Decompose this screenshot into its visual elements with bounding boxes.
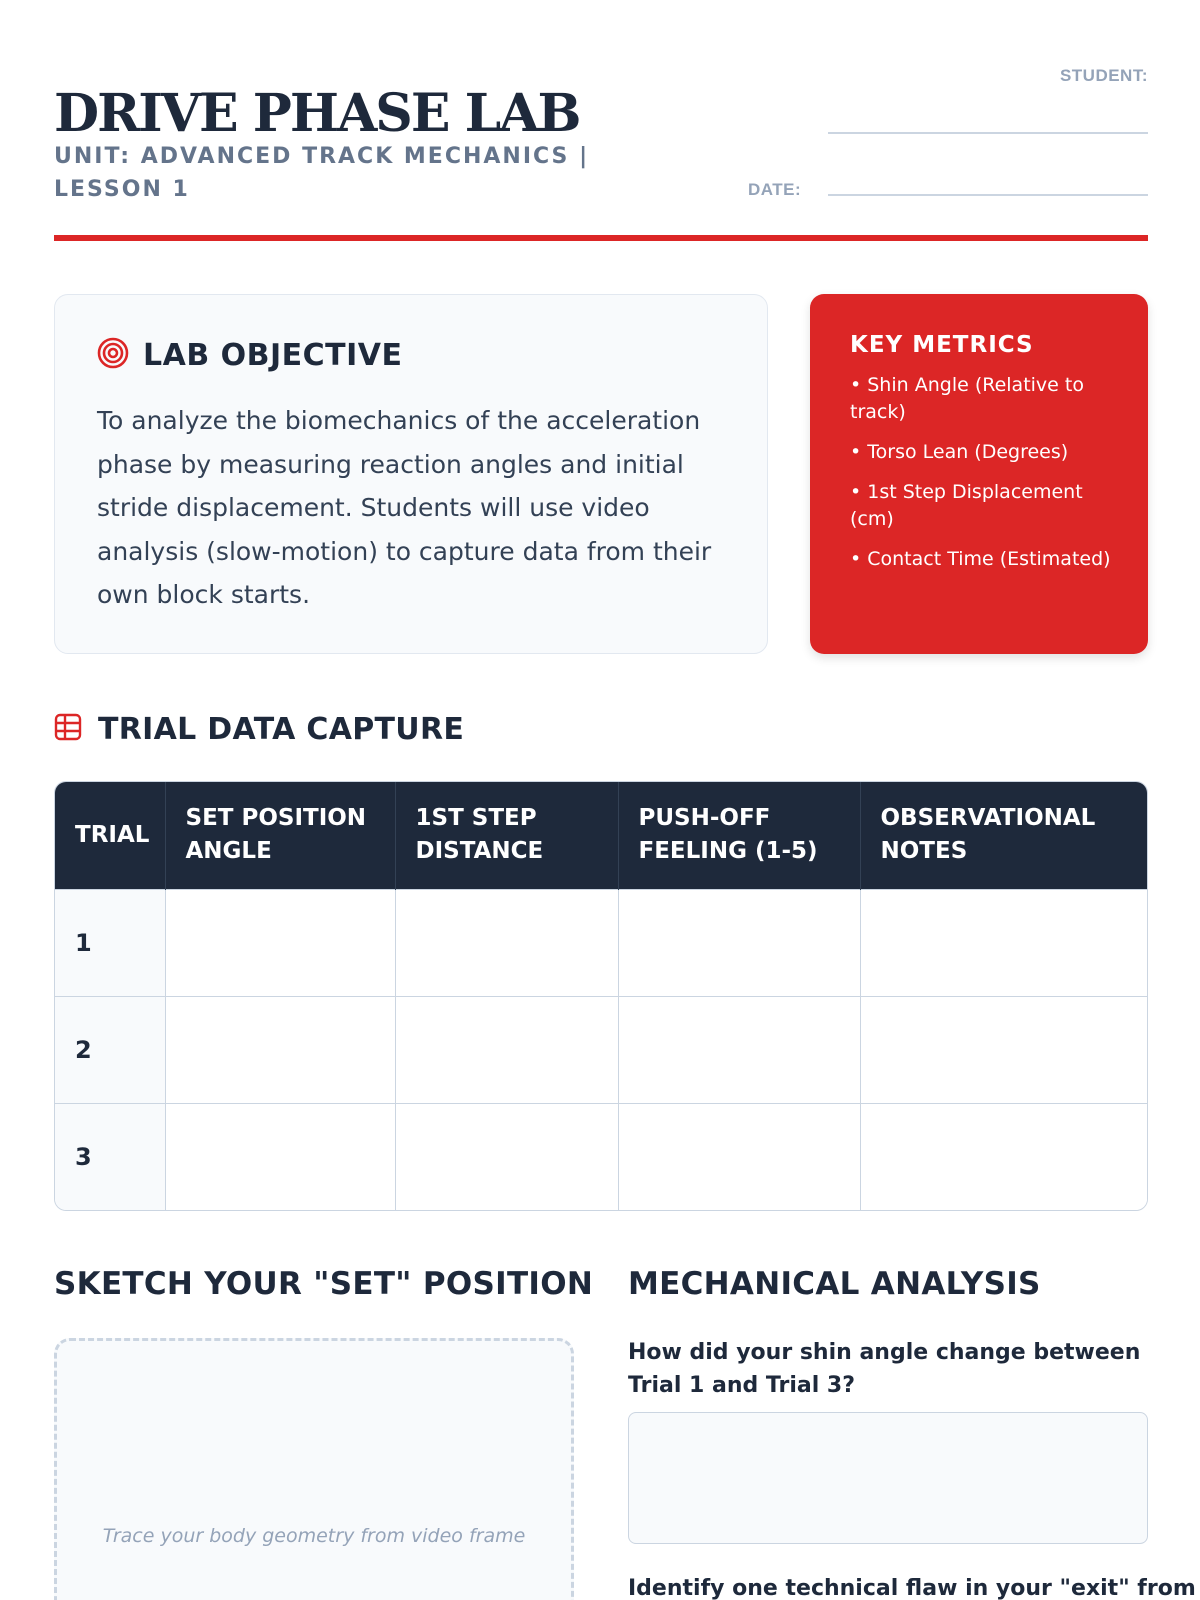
set-angle-cell[interactable] xyxy=(165,1103,395,1210)
table-row xyxy=(55,889,1148,996)
date-field[interactable] xyxy=(828,194,1148,196)
metric-item: • Torso Lean (Degrees) xyxy=(850,439,1124,466)
column-header-push-off: PUSH-OFF FEELING (1-5) xyxy=(618,782,860,889)
set-angle-cell[interactable] xyxy=(165,996,395,1103)
push-off-cell[interactable] xyxy=(618,889,860,996)
trial-table-heading xyxy=(54,712,464,747)
analysis-title: MECHANICAL ANALYSIS xyxy=(628,1266,1041,1302)
worksheet-header xyxy=(54,60,1148,242)
table-icon xyxy=(54,713,82,746)
trial-number: 3 xyxy=(55,1103,165,1210)
analysis-question-1: How did your shin angle change between Trial 1 and Trial 3? xyxy=(628,1340,1141,1398)
page-title: DRIVE PHASE LAB xyxy=(54,83,580,144)
sketch-title: SKETCH YOUR "SET" POSITION xyxy=(54,1266,594,1302)
trial-number: 2 xyxy=(55,996,165,1103)
sketch-hint: Trace your body geometry from video frame xyxy=(102,1525,526,1547)
column-header-step-distance: 1ST STEP DISTANCE xyxy=(395,782,618,889)
column-header-trial: TRIAL xyxy=(55,782,165,889)
notes-cell[interactable] xyxy=(860,1103,1148,1210)
objective-heading xyxy=(97,337,403,374)
sketch-area[interactable] xyxy=(54,1338,574,1600)
objective-text: To analyze the biomechanics of the acceleration phase by measuring reaction angles and initial stride displacement. Students will use video analysis (slow-motion) to capture data from their own block starts. xyxy=(97,406,712,609)
metric-item: • Contact Time (Estimated) xyxy=(850,546,1124,573)
metrics-list xyxy=(850,372,1124,573)
trial-table-title: TRIAL DATA CAPTURE xyxy=(98,712,465,747)
analysis-question-2: Identify one technical flaw in your "exit" from xyxy=(628,1576,1196,1600)
notes-cell[interactable] xyxy=(860,996,1148,1103)
step-distance-cell[interactable] xyxy=(395,1103,618,1210)
student-label: STUDENT: xyxy=(1059,66,1148,85)
column-header-set-angle: SET POSITION ANGLE xyxy=(165,782,395,889)
table-header-row xyxy=(55,782,1148,889)
push-off-cell[interactable] xyxy=(618,996,860,1103)
step-distance-cell[interactable] xyxy=(395,889,618,996)
metrics-title: KEY METRICS xyxy=(850,332,1034,358)
objective-title: LAB OBJECTIVE xyxy=(143,338,403,373)
lab-objective-card xyxy=(54,294,768,654)
student-name-field[interactable] xyxy=(828,132,1148,134)
step-distance-cell[interactable] xyxy=(395,996,618,1103)
trial-data-table xyxy=(54,781,1148,1211)
notes-cell[interactable] xyxy=(860,889,1148,996)
key-metrics-card xyxy=(810,294,1148,654)
answer-field-1[interactable] xyxy=(628,1412,1148,1544)
push-off-cell[interactable] xyxy=(618,1103,860,1210)
table-row xyxy=(55,1103,1148,1210)
table-row xyxy=(55,996,1148,1103)
set-angle-cell[interactable] xyxy=(165,889,395,996)
unit-subtitle: UNIT: ADVANCED TRACK MECHANICS | LESSON 1 xyxy=(54,144,590,202)
date-label: DATE: xyxy=(748,180,802,199)
target-icon xyxy=(97,337,129,374)
column-header-notes: OBSERVATIONAL NOTES xyxy=(860,782,1148,889)
trial-number: 1 xyxy=(55,889,165,996)
metric-item: • Shin Angle (Relative to track) xyxy=(850,372,1124,426)
metric-item: • 1st Step Displacement (cm) xyxy=(850,479,1124,533)
header-divider xyxy=(54,235,1148,241)
